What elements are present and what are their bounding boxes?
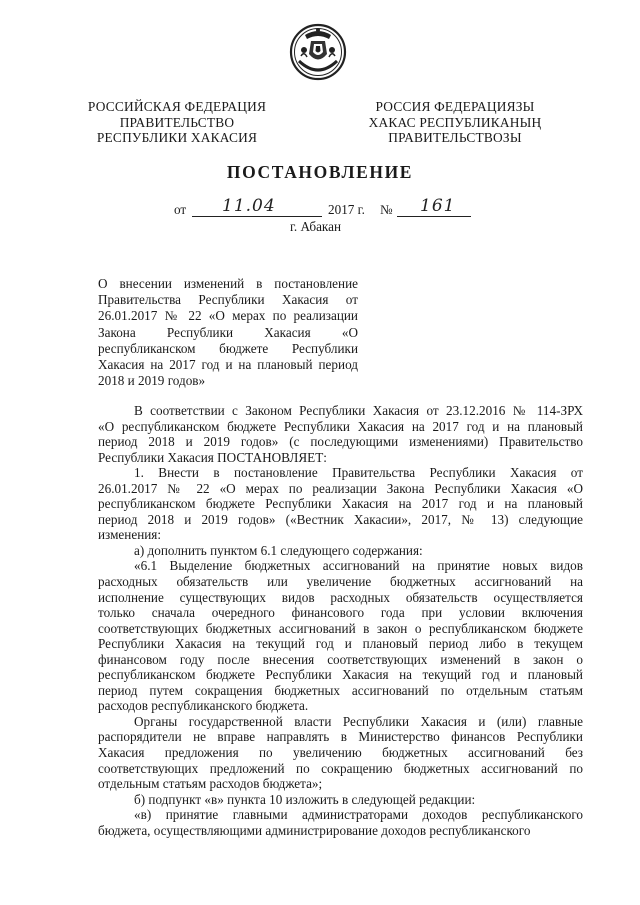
- body-line: расходных обязательств или увеличение бюджетных ассигнований на: [98, 574, 583, 590]
- header-right-line: ПРАВИТЕЛЬСТВОЗЫ: [388, 130, 522, 146]
- body-line: а) дополнить пунктом 6.1 следующего содержания:: [134, 542, 423, 558]
- body-line: соответствующих предложений по сокращению бюджетных ассигнований по: [98, 760, 583, 776]
- body-line: только сначала очередного финансового года при условии включения: [98, 605, 583, 621]
- number-sign: №: [380, 202, 393, 217]
- body-line: период 2018 и 2019 годов» («Вестник Хакасии», 2017, № 13) следующие: [98, 511, 583, 527]
- subject-line: республиканском бюджете Республики: [98, 340, 358, 356]
- body-line: «6.1 Выделение бюджетных ассигнований на принятие новых видов: [134, 558, 583, 574]
- date-year: 2017 г.: [328, 202, 365, 217]
- body-line: Республики Хакасия ПОСТАНОВЛЯЕТ:: [98, 449, 327, 465]
- city: г. Абакан: [290, 219, 342, 234]
- body-line: отдельным статьям расходов бюджета»;: [98, 776, 323, 792]
- subject-line: Закона Республики Хакасия «О: [98, 324, 358, 340]
- body-line: «О республиканском бюджете Республики Хакасия на 2017 год и на плановый: [98, 418, 583, 434]
- coat-of-arms-emblem-icon: [289, 21, 347, 83]
- body-paragraph: [98, 403, 583, 465]
- header-right-line: РОССИЯ ФЕДЕРАЦИЯЗЫ: [375, 99, 535, 114]
- header-russian: [74, 99, 280, 146]
- body-line: «в) принятие главными администраторами доходов республиканского: [134, 807, 583, 823]
- handwritten-number: 161: [420, 196, 456, 216]
- body-line: б) подпункт «в» пункта 10 изложить в следующей редакции:: [134, 791, 476, 807]
- body-line: Республики Хакасия на текущий год и плановый период либо в текущем: [98, 636, 583, 652]
- body-line: Хакасия предложения по увеличению бюджетных ассигнований без: [98, 745, 583, 761]
- body-line: исполнение существующих видов расходных обязательств осуществляется: [98, 589, 583, 605]
- body-line: бюджета, осуществляющими администрирование доходов республиканского: [98, 822, 531, 838]
- header-khakas: [352, 99, 558, 146]
- body-line: 26.01.2017 № 22 «О мерах по реализации Закона Республики Хакасия «О: [98, 480, 583, 496]
- body-line: период 2018 и 2019 годов» (с последующими изменениями) Правительство: [98, 434, 583, 450]
- body-paragraph: [98, 807, 583, 838]
- subject-line: Хакасия на 2017 год и на плановый период: [98, 357, 358, 373]
- body-line: изменения:: [98, 527, 162, 543]
- subject-line: 2018 и 2019 годов»: [98, 373, 206, 389]
- body-line: расходов республиканского бюджета.: [98, 698, 309, 714]
- body-paragraph: [98, 465, 583, 543]
- subject-line: 26.01.2017 № 22 «О мерах по реализации: [98, 308, 358, 324]
- body-line: республиканском бюджете Республики Хакасия на текущий год и плановый: [98, 667, 583, 683]
- document-body: [98, 403, 583, 838]
- header-left-line: РОССИЙСКАЯ ФЕДЕРАЦИЯ: [87, 99, 267, 114]
- body-line: период путем сокращения бюджетных ассигнований по отдельным статьям: [98, 682, 583, 698]
- body-line: финансовом году после внесения соответствующих изменений в закон о: [98, 651, 583, 667]
- body-paragraph: [98, 714, 583, 792]
- body-line: В соответствии с Законом Республики Хакасия от 23.12.2016 № 114-ЗРХ: [134, 403, 583, 418]
- body-paragraph: [98, 543, 583, 559]
- body-line: 1. Внести в постановление Правительства Республики Хакасия от: [134, 465, 583, 481]
- header-right-line: ХАКАС РЕСПУБЛИКАНЫҢ: [368, 114, 542, 130]
- body-line: республиканском бюджете Республики Хакасия на 2017 год и на плановый: [98, 496, 583, 512]
- subject-line: О внесении изменений в постановление: [98, 276, 358, 291]
- subject-block: [98, 276, 358, 389]
- body-line: распорядители не вправе направлять в Министерство финансов Республики: [98, 729, 583, 745]
- body-paragraph: [98, 792, 583, 808]
- body-paragraph: [98, 558, 583, 713]
- body-line: Органы государственной власти Республики Хакасия и (или) главные: [134, 713, 583, 729]
- body-line: соответствующих бюджетных ассигнований в закон о республиканском бюджете: [98, 620, 583, 636]
- header-left-line: РЕСПУБЛИКИ ХАКАСИЯ: [96, 130, 258, 146]
- date-prefix: от: [174, 202, 187, 217]
- header-left-line: ПРАВИТЕЛЬСТВО: [119, 114, 235, 130]
- document-title: ПОСТАНОВЛЕНИЕ: [226, 162, 414, 182]
- handwritten-date: 11.04: [222, 196, 276, 216]
- subject-line: Правительства Республики Хакасия от: [98, 292, 358, 308]
